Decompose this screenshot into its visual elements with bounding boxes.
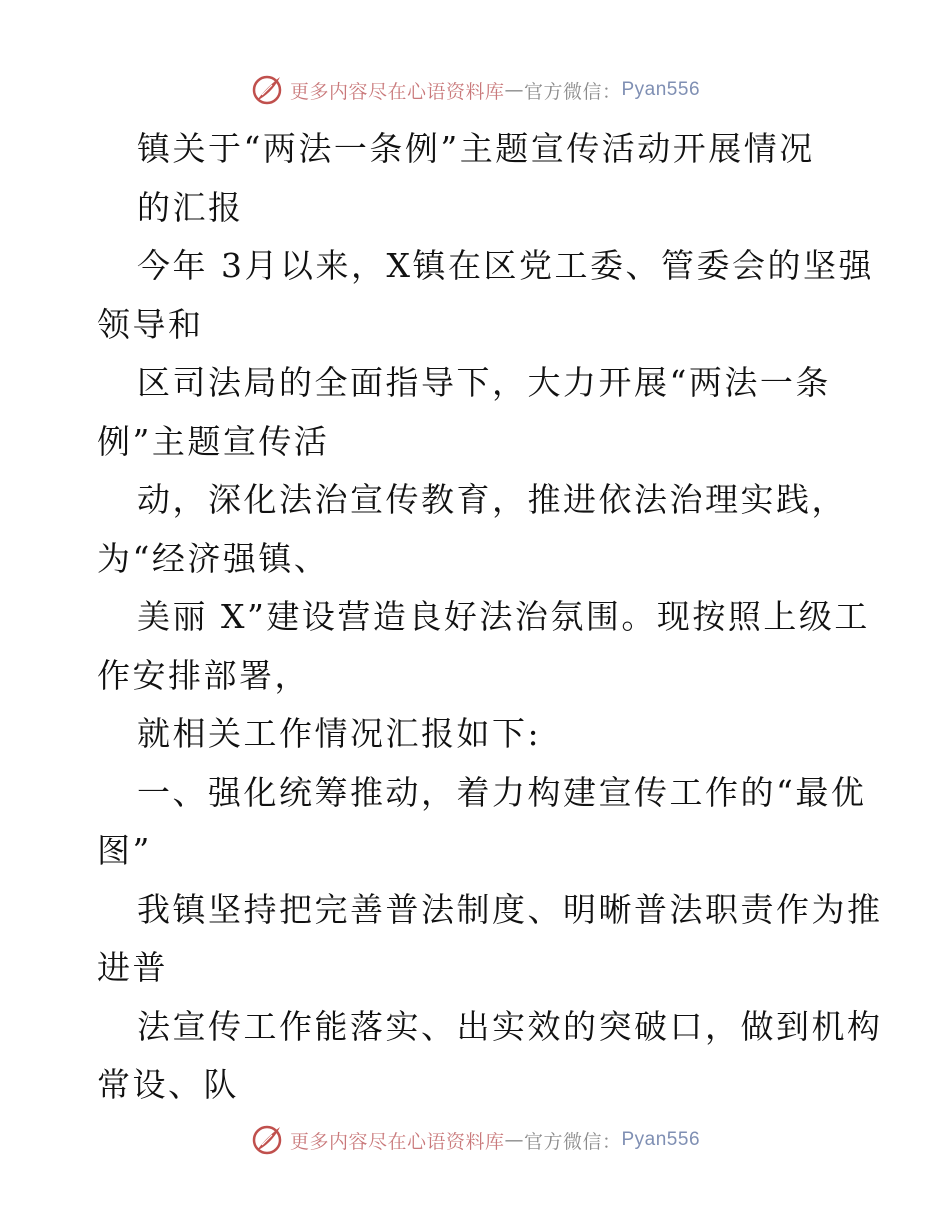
paragraph-line: 今年 3月以来，X镇在区党工委、管委会的坚强 xyxy=(137,246,874,285)
paragraph-line: 常设、队 xyxy=(97,1065,239,1104)
paragraph-line: 例”主题宣传活 xyxy=(97,421,330,461)
paragraph-line: 领导和 xyxy=(97,304,204,344)
paragraph-line: 法宣传工作能落实、出实效的突破口，做到机构 xyxy=(137,1006,883,1046)
document-title-line-1: 镇关于“两法一条例”主题宣传活动开展情况 xyxy=(137,129,815,168)
document-body xyxy=(97,120,883,1115)
watermark-footer xyxy=(0,1120,950,1160)
section-heading-line: 图” xyxy=(97,831,152,870)
watermark-official-label: 官方微信： xyxy=(523,80,622,103)
watermark-header xyxy=(0,70,950,110)
watermark-dash: — xyxy=(504,79,524,101)
paragraph-line: 动，深化法治宣传教育，推进依法治理实践， xyxy=(137,480,847,519)
section-heading-line: 一、强化统筹推动，着力构建宣传工作的“最优 xyxy=(137,772,867,812)
paragraph-line: 作安排部署， xyxy=(97,655,310,695)
watermark-site-text: 更多内容尽在心语资料库 xyxy=(289,80,505,103)
paragraph-line: 就相关工作情况汇报如下: xyxy=(137,714,542,753)
paragraph-line: 进普 xyxy=(97,948,168,987)
paragraph-line: 美丽 X”建设营造良好法治氛围。现按照上级工 xyxy=(137,597,870,636)
paragraph-line: 为“经济强镇、 xyxy=(97,538,330,578)
feather-pen-logo-icon xyxy=(250,1123,284,1157)
document-title-line-2: 的汇报 xyxy=(137,187,244,227)
watermark-site-text: 更多内容尽在心语资料库 xyxy=(289,1130,505,1153)
watermark-wechat-id: Pyan556 xyxy=(621,79,701,100)
watermark-official-label: 官方微信： xyxy=(523,1130,622,1153)
feather-pen-logo-icon xyxy=(250,73,284,107)
watermark-dash: — xyxy=(504,1129,524,1151)
watermark-wechat-id: Pyan556 xyxy=(621,1129,701,1150)
paragraph-line: 我镇坚持把完善普法制度、明晰普法职责作为推 xyxy=(137,889,883,929)
paragraph-line: 区司法局的全面指导下，大力开展“两法一条 xyxy=(137,363,831,402)
